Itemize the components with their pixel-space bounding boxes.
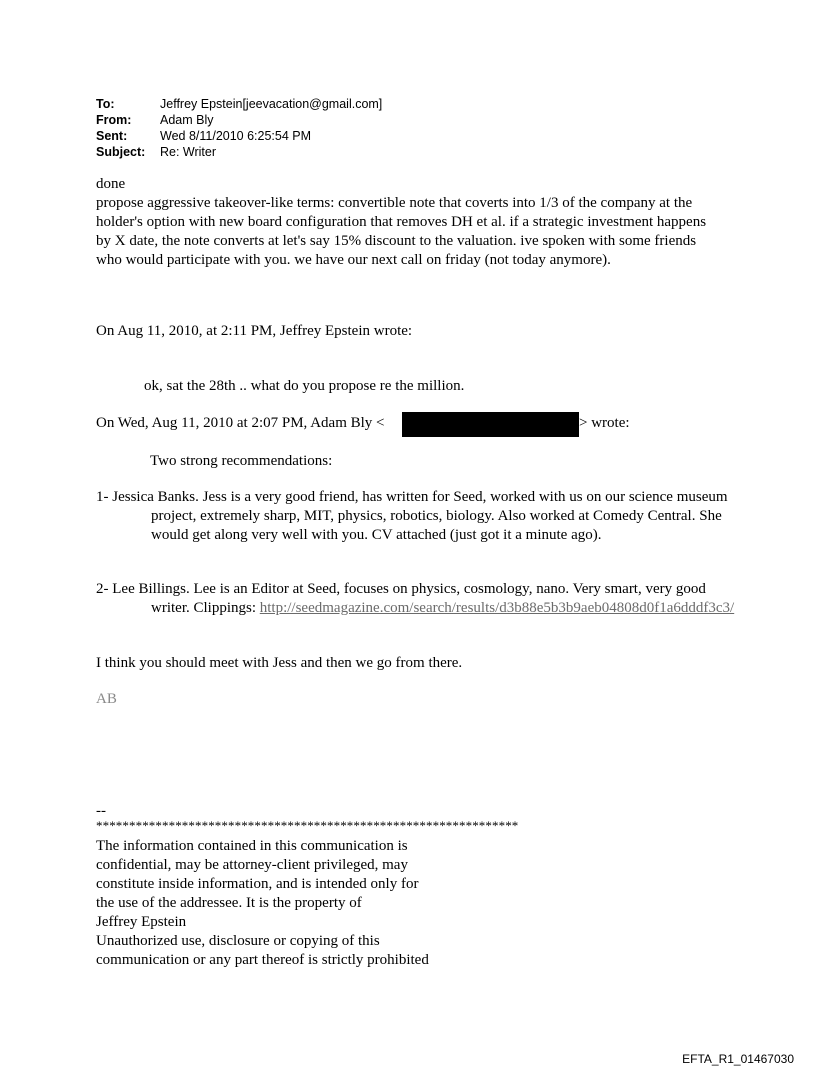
recommendation-2-text: 2- Lee Billings. Lee is an Editor at Seed, focuses on physics, cosmology, nano. Very smart, very good writer. Clippings: [96, 581, 706, 616]
recommendation-1: 1- Jessica Banks. Jess is a very good friend, has written for Seed, worked with us on our science museum project, extremely sharp, MIT, physics, robotics, biology. Also worked at Comedy Central. She would get along very well with you. CV attached (just got it a minute ago). [96, 489, 728, 543]
header-sent-row [96, 128, 382, 144]
footer-dashes: -- [96, 803, 106, 819]
disclaimer-line: The information contained in this communication is [96, 838, 408, 854]
to-label: To: [96, 97, 115, 111]
quote2-intro-start: On Wed, Aug 11, 2010 at 2:07 PM, Adam Bly < [96, 415, 385, 431]
recommendations-lead: Two strong recommendations: [150, 453, 333, 469]
quote2-intro-end: > wrote: [579, 415, 630, 431]
sent-value: Wed 8/11/2010 6:25:54 PM [160, 129, 312, 143]
sent-label: Sent: [96, 129, 128, 143]
message-paragraph: propose aggressive takeover-like terms: convertible note that coverts into 1/3 of the company at the holder's option with new board configuration that removes DH et al. if a strategic investment happens by X date, the note converts at let's say 15% discount to the valuation. ive spoken with some friends who would participate with you. we have our next call on friday (not today anymore). [96, 195, 707, 268]
header-from-row [96, 112, 382, 128]
to-value: Jeffrey Epstein[jeevacation@gmail.com] [160, 97, 383, 111]
disclaimer-line: confidential, may be attorney-client privileged, may [96, 857, 408, 873]
header-subject-row [96, 144, 382, 160]
signoff: AB [96, 691, 117, 707]
header-to-row [96, 96, 382, 112]
disclaimer [96, 837, 516, 970]
message-body [96, 175, 716, 270]
clippings-link[interactable]: http://seedmagazine.com/search/results/d3b88e5b3b9aeb04808d0f1a6dddf3c3/ [259, 600, 735, 616]
subject-label: Subject: [96, 145, 146, 159]
disclaimer-line: constitute inside information, and is intended only for [96, 876, 419, 892]
disclaimer-line: the use of the addressee. It is the property of [96, 895, 362, 911]
message-line-done: done [96, 176, 126, 192]
redaction-bar [402, 412, 579, 437]
recommendation-2 [96, 580, 741, 618]
subject-value: Re: Writer [160, 145, 217, 159]
email-header [96, 96, 382, 160]
quote1-intro: On Aug 11, 2010, at 2:11 PM, Jeffrey Epstein wrote: [96, 323, 413, 339]
disclaimer-line: communication or any part thereof is strictly prohibited [96, 952, 429, 968]
disclaimer-line: Jeffrey Epstein [96, 914, 187, 930]
document-id: EFTA_R1_01467030 [682, 1052, 794, 1066]
quote1-text: ok, sat the 28th .. what do you propose re the million. [144, 378, 465, 394]
footer-stars: **************************************************************** [96, 818, 519, 833]
closing-line: I think you should meet with Jess and then we go from there. [96, 655, 463, 671]
from-value: Adam Bly [160, 113, 214, 127]
from-label: From: [96, 113, 132, 127]
disclaimer-line: Unauthorized use, disclosure or copying of this [96, 933, 380, 949]
